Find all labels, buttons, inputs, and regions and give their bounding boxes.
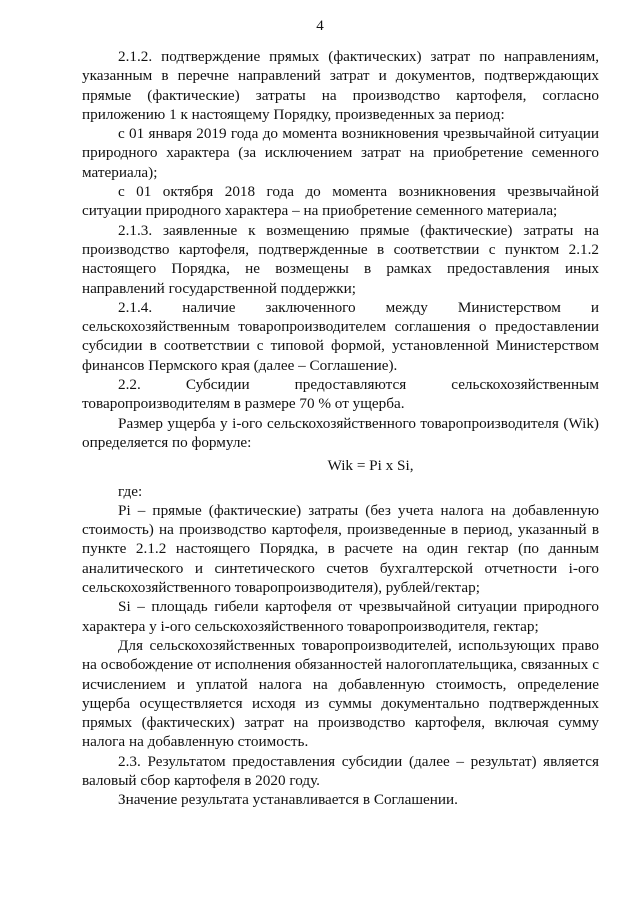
- paragraph-damage-size: Размер ущерба у i-ого сельскохозяйственного товаропроизводителя (Wik) определяется по формуле:: [82, 414, 599, 451]
- paragraph-period-2019: с 01 января 2019 года до момента возникновения чрезвычайной ситуации природного характера (за исключением затрат на приобретение семенного материала);: [82, 125, 599, 181]
- paragraph-where: где:: [118, 482, 143, 500]
- paragraph-result-value: Значение результата устанавливается в Соглашении.: [118, 791, 458, 809]
- formula: Wik = Pi x Si,: [327, 457, 414, 475]
- paragraph-2-1-3: 2.1.3. заявленные к возмещению прямые (фактические) затраты на производство картофеля, подтвержденные в соответствии с пунктом 2.1.2 настоящего Порядка, не возмещены в рамках предоставления иных направлений государственной поддержки;: [82, 221, 599, 297]
- paragraph-2-3: 2.3. Результатом предоставления субсидии (далее – результат) является валовый сбор картофеля в 2020 году.: [82, 752, 599, 789]
- paragraph-2-1-4: 2.1.4. наличие заключенного между Министерством и сельскохозяйственным товаропроизводителем соглашения о предоставлении субсидии в соответствии с типовой формой, установленной Министерством финансов Пермского края (далее – Соглашение).: [82, 298, 599, 374]
- document-body: [82, 47, 599, 810]
- page-number: 4: [316, 18, 324, 34]
- paragraph-period-2018: с 01 октября 2018 года до момента возникновения чрезвычайной ситуации природного характера – на приобретение семенного материала;: [82, 183, 599, 220]
- paragraph-si-definition: Si – площадь гибели картофеля от чрезвычайной ситуации природного характера у i-ого сельскохозяйственного товаропроизводителя, гектар;: [82, 598, 599, 635]
- paragraph-pi-definition: Pi – прямые (фактические) затраты (без учета налога на добавленную стоимость) на производство картофеля, произведенные в период, указанный в пункте 2.1.2 настоящего Порядка, в расчете на один гектар (по данным аналитического и синтетического счетов бухгалтерской отчетности i-ого сельскохозяйственного товаропроизводителя), рублей/гектар;: [82, 501, 599, 597]
- paragraph-vat-exempt: Для сельскохозяйственных товаропроизводителей, использующих право на освобождение от исполнения обязанностей налогоплательщика, связанных с исчислением и уплатой налога на добавленную стоимость, определение ущерба осуществляется исходя из суммы документально подтвержденных прямых (фактических) затрат на производство картофеля, включая сумму налога на добавленную стоимость.: [82, 636, 599, 751]
- paragraph-2-1-2: 2.1.2. подтверждение прямых (фактических) затрат по направлениям, указанным в перечне направлений затрат и документов, подтверждающих прямые (фактические) затраты на производство картофеля, согласно приложению 1 к настоящему Порядку, произведенных за период:: [82, 48, 599, 123]
- paragraph-2-2: 2.2. Субсидии предоставляются сельскохозяйственным товаропроизводителям в размере 70 % от ущерба.: [82, 376, 599, 413]
